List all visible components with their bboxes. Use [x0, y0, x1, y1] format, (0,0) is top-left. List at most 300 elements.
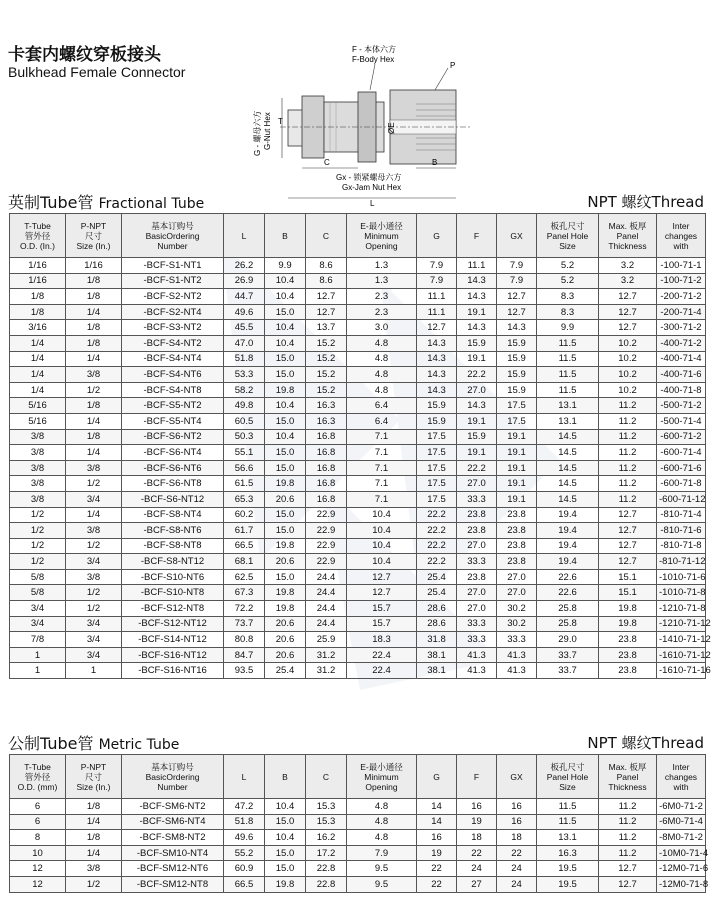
- table-cell: 1/2: [66, 601, 122, 617]
- column-header-line: G: [433, 771, 440, 782]
- table-cell: -BCF-SM8-NT2: [122, 830, 224, 846]
- table-cell: 23.8: [599, 647, 657, 663]
- table-cell: 19.1: [457, 351, 497, 367]
- column-header-line: Panel: [616, 771, 639, 782]
- table-cell: 15.9: [497, 382, 537, 398]
- table-cell: 1/4: [66, 845, 122, 861]
- table-row: [10, 845, 706, 861]
- table-cell: 19.5: [537, 861, 599, 877]
- table-cell: 14: [417, 814, 457, 830]
- table-cell: 14.3: [417, 367, 457, 383]
- table-cell: 1: [10, 663, 66, 679]
- column-header-line: Inter: [672, 220, 690, 231]
- f-label-cn: F - 本体六方: [352, 45, 396, 54]
- table-cell: 51.8: [224, 814, 265, 830]
- table-cell: -100-71-2: [657, 273, 706, 289]
- table-cell: 19.1: [497, 476, 537, 492]
- table-cell: 15.3: [306, 799, 347, 815]
- table-row: [10, 663, 706, 679]
- table-cell: -6M0-71-4: [657, 814, 706, 830]
- table-cell: 5/8: [10, 569, 66, 585]
- table-cell: 12.7: [347, 585, 417, 601]
- table-cell: 38.1: [417, 647, 457, 663]
- fractional-thread-label: NPT 螺纹Thread: [587, 193, 704, 211]
- table-cell: 25.9: [306, 632, 347, 648]
- column-header-line: P-NPT: [80, 761, 107, 772]
- table-cell: -BCF-SM12-NT6: [122, 861, 224, 877]
- table-row: [10, 429, 706, 445]
- table-cell: 15.0: [265, 367, 306, 383]
- table-cell: 24.4: [306, 569, 347, 585]
- table-cell: 7/8: [10, 632, 66, 648]
- table-cell: 1/8: [66, 335, 122, 351]
- table-cell: 1/8: [10, 289, 66, 305]
- column-header-line: changes: [664, 230, 698, 241]
- table-cell: 44.7: [224, 289, 265, 305]
- column-header-line: Opening: [365, 781, 398, 792]
- column-header-line: F: [473, 771, 480, 782]
- e-label: ØE: [387, 122, 396, 134]
- table-cell: -BCF-S2-NT4: [122, 304, 224, 320]
- column-header-line: BasicOrdering: [145, 230, 200, 241]
- column-header-line: L: [241, 771, 247, 782]
- table-cell: 19.8: [265, 585, 306, 601]
- table-cell: 53.3: [224, 367, 265, 383]
- table-cell: 11.5: [537, 799, 599, 815]
- table-cell: 5.2: [537, 258, 599, 274]
- table-cell: 33.7: [537, 647, 599, 663]
- table-cell: 16: [417, 830, 457, 846]
- table-cell: 17.2: [306, 845, 347, 861]
- table-cell: 22.2: [417, 507, 457, 523]
- table-cell: 19.8: [265, 538, 306, 554]
- table-cell: 19.8: [265, 476, 306, 492]
- table-cell: 3/8: [10, 445, 66, 461]
- table-row: [10, 507, 706, 523]
- table-cell: -810-71-6: [657, 523, 706, 539]
- table-cell: 8.3: [537, 304, 599, 320]
- l-label: L: [370, 199, 375, 208]
- table-cell: 30.2: [497, 616, 537, 632]
- column-header-line: C: [322, 771, 330, 782]
- column-header-line: Max. 板厚: [608, 220, 647, 231]
- table-cell: 17.5: [417, 445, 457, 461]
- table-cell: -1210-71-8: [657, 601, 706, 617]
- column-header-line: BasicOrdering: [145, 771, 200, 782]
- table-row: [10, 491, 706, 507]
- table-cell: -BCF-S4-NT2: [122, 335, 224, 351]
- table-row: [10, 351, 706, 367]
- table-cell: 1/4: [66, 304, 122, 320]
- column-header-line: L: [241, 230, 247, 241]
- table-cell: 23.8: [497, 507, 537, 523]
- table-cell: 5/8: [10, 585, 66, 601]
- table-cell: 12.7: [599, 876, 657, 892]
- table-cell: 11.2: [599, 799, 657, 815]
- table-cell: 24.4: [306, 616, 347, 632]
- table-cell: 22.2: [417, 538, 457, 554]
- table-cell: 16.3: [537, 845, 599, 861]
- table-cell: 23.8: [497, 538, 537, 554]
- table-cell: 17.5: [497, 413, 537, 429]
- table-cell: 3.2: [599, 258, 657, 274]
- table-row: [10, 569, 706, 585]
- table-cell: 22: [417, 861, 457, 877]
- p-label: P: [450, 61, 456, 70]
- table-cell: 49.6: [224, 304, 265, 320]
- table-row: [10, 632, 706, 648]
- column-header: [657, 755, 706, 799]
- table-cell: 19.8: [265, 601, 306, 617]
- table-cell: 7.9: [347, 845, 417, 861]
- table-cell: 31.8: [417, 632, 457, 648]
- column-header-line: Inter: [672, 761, 690, 772]
- fractional-title-en: Fractional Tube: [98, 196, 205, 212]
- table-row: [10, 814, 706, 830]
- column-header-line: Minimum: [364, 771, 399, 782]
- table-cell: -BCF-S8-NT8: [122, 538, 224, 554]
- table-cell: 14: [417, 799, 457, 815]
- table-cell: 22.9: [306, 554, 347, 570]
- table-cell: 27.0: [497, 569, 537, 585]
- table-cell: 15.9: [417, 413, 457, 429]
- table-cell: 19.1: [457, 445, 497, 461]
- table-cell: 11.1: [417, 289, 457, 305]
- table-cell: 19.4: [537, 538, 599, 554]
- table-cell: 55.1: [224, 445, 265, 461]
- table-cell: 22.6: [537, 585, 599, 601]
- table-cell: -1210-71-12: [657, 616, 706, 632]
- table-cell: 1/4: [10, 367, 66, 383]
- column-header: [10, 214, 66, 258]
- column-header: [224, 755, 265, 799]
- table-cell: -1010-71-6: [657, 569, 706, 585]
- table-cell: 38.1: [417, 663, 457, 679]
- table-cell: 22.9: [306, 523, 347, 539]
- table-cell: 7.1: [347, 445, 417, 461]
- table-cell: 26.9: [224, 273, 265, 289]
- table-cell: 9.9: [265, 258, 306, 274]
- column-header-line: 尺寸: [84, 771, 102, 782]
- table-cell: 23.8: [457, 523, 497, 539]
- column-header: [224, 214, 265, 258]
- table-cell: 15.1: [599, 569, 657, 585]
- table-cell: 1/4: [66, 445, 122, 461]
- table-cell: 11.2: [599, 814, 657, 830]
- table-cell: 47.0: [224, 335, 265, 351]
- column-header: [599, 214, 657, 258]
- table-cell: 4.8: [347, 814, 417, 830]
- table-cell: 9.9: [537, 320, 599, 336]
- table-cell: 19.1: [497, 491, 537, 507]
- table-cell: -6M0-71-2: [657, 799, 706, 815]
- table-cell: 60.2: [224, 507, 265, 523]
- table-cell: 28.6: [417, 601, 457, 617]
- table-cell: -1610-71-12: [657, 647, 706, 663]
- table-cell: 22.2: [417, 554, 457, 570]
- table-cell: -BCF-S4-NT8: [122, 382, 224, 398]
- table-cell: 10.4: [265, 398, 306, 414]
- column-header: [347, 214, 417, 258]
- table-cell: -400-71-6: [657, 367, 706, 383]
- table-cell: 72.2: [224, 601, 265, 617]
- column-header-line: 基本订购号: [151, 220, 194, 231]
- table-cell: 8.6: [306, 273, 347, 289]
- table-cell: 1/2: [66, 876, 122, 892]
- column-header-line: Minimum: [364, 230, 399, 241]
- table-cell: 14.3: [417, 335, 457, 351]
- table-cell: -BCF-S8-NT6: [122, 523, 224, 539]
- table-cell: -BCF-S6-NT2: [122, 429, 224, 445]
- table-row: [10, 273, 706, 289]
- table-cell: 14.3: [457, 289, 497, 305]
- table-cell: -BCF-SM6-NT2: [122, 799, 224, 815]
- table-cell: 19.4: [537, 554, 599, 570]
- b-label: B: [432, 158, 438, 167]
- table-cell: 22.8: [306, 861, 347, 877]
- table-cell: 10.4: [265, 273, 306, 289]
- column-header: [657, 214, 706, 258]
- table-cell: -810-71-12: [657, 554, 706, 570]
- table-cell: 1/2: [66, 538, 122, 554]
- table-cell: 1/8: [66, 799, 122, 815]
- column-header: [306, 214, 347, 258]
- table-cell: 3/8: [66, 460, 122, 476]
- table-row: [10, 304, 706, 320]
- table-cell: 33.7: [537, 663, 599, 679]
- table-cell: -12M0-71-6: [657, 861, 706, 877]
- column-header-line: E-最小通径: [360, 761, 403, 772]
- column-header: [66, 755, 122, 799]
- table-cell: -600-71-8: [657, 476, 706, 492]
- connector-drawing: [240, 38, 520, 208]
- table-cell: 15.0: [265, 304, 306, 320]
- column-header-line: Size (In.): [76, 240, 111, 251]
- table-cell: 15.3: [306, 814, 347, 830]
- table-cell: 31.2: [306, 663, 347, 679]
- table-cell: -600-71-12: [657, 491, 706, 507]
- table-cell: 27.0: [457, 476, 497, 492]
- table-header-row: [10, 214, 706, 258]
- table-cell: 65.3: [224, 491, 265, 507]
- table-row: [10, 258, 706, 274]
- table-cell: 12.7: [417, 320, 457, 336]
- table-cell: 22.4: [347, 663, 417, 679]
- column-header: [417, 755, 457, 799]
- table-cell: 9.5: [347, 876, 417, 892]
- table-cell: 62.5: [224, 569, 265, 585]
- column-header-line: Thickness: [608, 781, 647, 792]
- table-cell: 3/8: [10, 460, 66, 476]
- table-cell: 1/2: [66, 476, 122, 492]
- column-header-line: Size (In.): [76, 781, 111, 792]
- table-row: [10, 367, 706, 383]
- table-cell: 15.0: [265, 445, 306, 461]
- table-cell: 19.8: [265, 382, 306, 398]
- table-cell: 15.0: [265, 460, 306, 476]
- table-row: [10, 523, 706, 539]
- table-cell: 3/8: [66, 523, 122, 539]
- table-cell: 19.1: [457, 304, 497, 320]
- table-cell: 16.8: [306, 460, 347, 476]
- table-cell: 15.2: [306, 351, 347, 367]
- table-cell: 24.4: [306, 585, 347, 601]
- table-cell: 15.9: [497, 367, 537, 383]
- table-cell: 12: [10, 861, 66, 877]
- table-cell: 3/8: [66, 861, 122, 877]
- table-cell: 4.8: [347, 799, 417, 815]
- table-cell: 10.2: [599, 367, 657, 383]
- table-row: [10, 876, 706, 892]
- table-cell: -BCF-S6-NT12: [122, 491, 224, 507]
- table-cell: 16: [497, 799, 537, 815]
- table-cell: -BCF-S4-NT4: [122, 351, 224, 367]
- f-label-en: F-Body Hex: [352, 55, 395, 64]
- table-cell: 50.3: [224, 429, 265, 445]
- table-cell: 30.2: [497, 601, 537, 617]
- fractional-spec-table: [9, 213, 711, 679]
- table-cell: 1/8: [66, 289, 122, 305]
- table-cell: 14.3: [457, 398, 497, 414]
- table-cell: -BCF-S5-NT4: [122, 413, 224, 429]
- table-cell: 5/16: [10, 398, 66, 414]
- table-cell: 80.8: [224, 632, 265, 648]
- table-cell: 15.2: [306, 382, 347, 398]
- table-cell: 67.3: [224, 585, 265, 601]
- table-cell: 12.7: [306, 304, 347, 320]
- column-header-line: GX: [510, 771, 523, 782]
- table-cell: 7.9: [497, 273, 537, 289]
- table-cell: 28.6: [417, 616, 457, 632]
- table-cell: 15.7: [347, 616, 417, 632]
- table-cell: 15.2: [306, 367, 347, 383]
- table-cell: -BCF-S6-NT6: [122, 460, 224, 476]
- metric-title-cn: 公制Tube管: [8, 734, 94, 753]
- table-cell: 1/16: [10, 273, 66, 289]
- table-cell: 10.4: [347, 523, 417, 539]
- table-cell: -BCF-S6-NT8: [122, 476, 224, 492]
- table-cell: 8.3: [537, 289, 599, 305]
- column-header: [122, 755, 224, 799]
- table-cell: 1/8: [10, 304, 66, 320]
- table-cell: 1/4: [66, 351, 122, 367]
- table-cell: 15.9: [457, 429, 497, 445]
- table-cell: 15.9: [497, 335, 537, 351]
- table-cell: 25.8: [537, 601, 599, 617]
- g-label-cn: G - 螺母六方: [253, 110, 262, 156]
- table-cell: 4.8: [347, 382, 417, 398]
- column-header-line: G: [433, 230, 440, 241]
- table-cell: 19: [417, 845, 457, 861]
- table-cell: 3/8: [10, 429, 66, 445]
- table-cell: 12.7: [599, 507, 657, 523]
- table-row: [10, 476, 706, 492]
- table-cell: 11.2: [599, 830, 657, 846]
- table-cell: 84.7: [224, 647, 265, 663]
- table-cell: 12.7: [599, 320, 657, 336]
- column-header: [122, 214, 224, 258]
- table-row: [10, 460, 706, 476]
- table-cell: 11.5: [537, 351, 599, 367]
- table-cell: 1/4: [66, 507, 122, 523]
- table-cell: 33.3: [457, 554, 497, 570]
- t-label: T: [278, 117, 283, 126]
- table-cell: 11.5: [537, 335, 599, 351]
- table-cell: 7.1: [347, 491, 417, 507]
- column-header-line: changes: [664, 771, 698, 782]
- table-cell: 58.2: [224, 382, 265, 398]
- table-cell: 14.5: [537, 429, 599, 445]
- table-cell: 7.9: [417, 273, 457, 289]
- table-cell: 93.5: [224, 663, 265, 679]
- column-header-line: T-Tube: [24, 220, 51, 231]
- column-header-line: P-NPT: [80, 220, 107, 231]
- table-cell: 1/4: [10, 351, 66, 367]
- table-cell: -BCF-S1-NT1: [122, 258, 224, 274]
- column-header-line: 板孔尺寸: [550, 220, 585, 231]
- table-cell: 19: [457, 814, 497, 830]
- c-label: C: [324, 158, 330, 167]
- column-header-line: Max. 板厚: [608, 761, 647, 772]
- table-cell: 47.2: [224, 799, 265, 815]
- column-header: [599, 755, 657, 799]
- table-cell: 13.1: [537, 413, 599, 429]
- table-cell: 17.5: [497, 398, 537, 414]
- table-cell: 11.2: [599, 445, 657, 461]
- column-header: [66, 214, 122, 258]
- table-cell: 1/8: [66, 273, 122, 289]
- table-cell: -BCF-S10-NT6: [122, 569, 224, 585]
- table-cell: 29.0: [537, 632, 599, 648]
- column-header: [10, 755, 66, 799]
- table-cell: 3/4: [66, 491, 122, 507]
- table-cell: 51.8: [224, 351, 265, 367]
- table-cell: 23.8: [599, 663, 657, 679]
- table-header-row: [10, 755, 706, 799]
- table-cell: 7.1: [347, 476, 417, 492]
- column-header: [497, 214, 537, 258]
- table-cell: 3/8: [66, 367, 122, 383]
- table-cell: 3/4: [66, 554, 122, 570]
- table-cell: -BCF-S6-NT4: [122, 445, 224, 461]
- table-cell: 6: [10, 799, 66, 815]
- table-cell: -200-71-4: [657, 304, 706, 320]
- table-cell: 12.7: [599, 538, 657, 554]
- table-cell: -BCF-S14-NT12: [122, 632, 224, 648]
- table-cell: 13.1: [537, 830, 599, 846]
- table-cell: 49.8: [224, 398, 265, 414]
- table-cell: 1: [10, 647, 66, 663]
- table-cell: 61.7: [224, 523, 265, 539]
- table-cell: 1.3: [347, 273, 417, 289]
- table-cell: 12.7: [599, 861, 657, 877]
- table-cell: 27: [457, 876, 497, 892]
- table-cell: -1010-71-8: [657, 585, 706, 601]
- table-cell: 19.8: [265, 876, 306, 892]
- table-cell: 13.7: [306, 320, 347, 336]
- table-cell: 19.4: [537, 523, 599, 539]
- table-cell: 10.4: [265, 289, 306, 305]
- table-cell: -1410-71-12: [657, 632, 706, 648]
- table-cell: 14.5: [537, 445, 599, 461]
- table-cell: -BCF-S4-NT6: [122, 367, 224, 383]
- table-cell: 12.7: [599, 554, 657, 570]
- table-cell: 1/8: [66, 398, 122, 414]
- column-header: [537, 214, 599, 258]
- fractional-section-title: [8, 190, 204, 213]
- table-cell: 16.3: [306, 413, 347, 429]
- column-header-line: O.D. (In.): [20, 240, 55, 251]
